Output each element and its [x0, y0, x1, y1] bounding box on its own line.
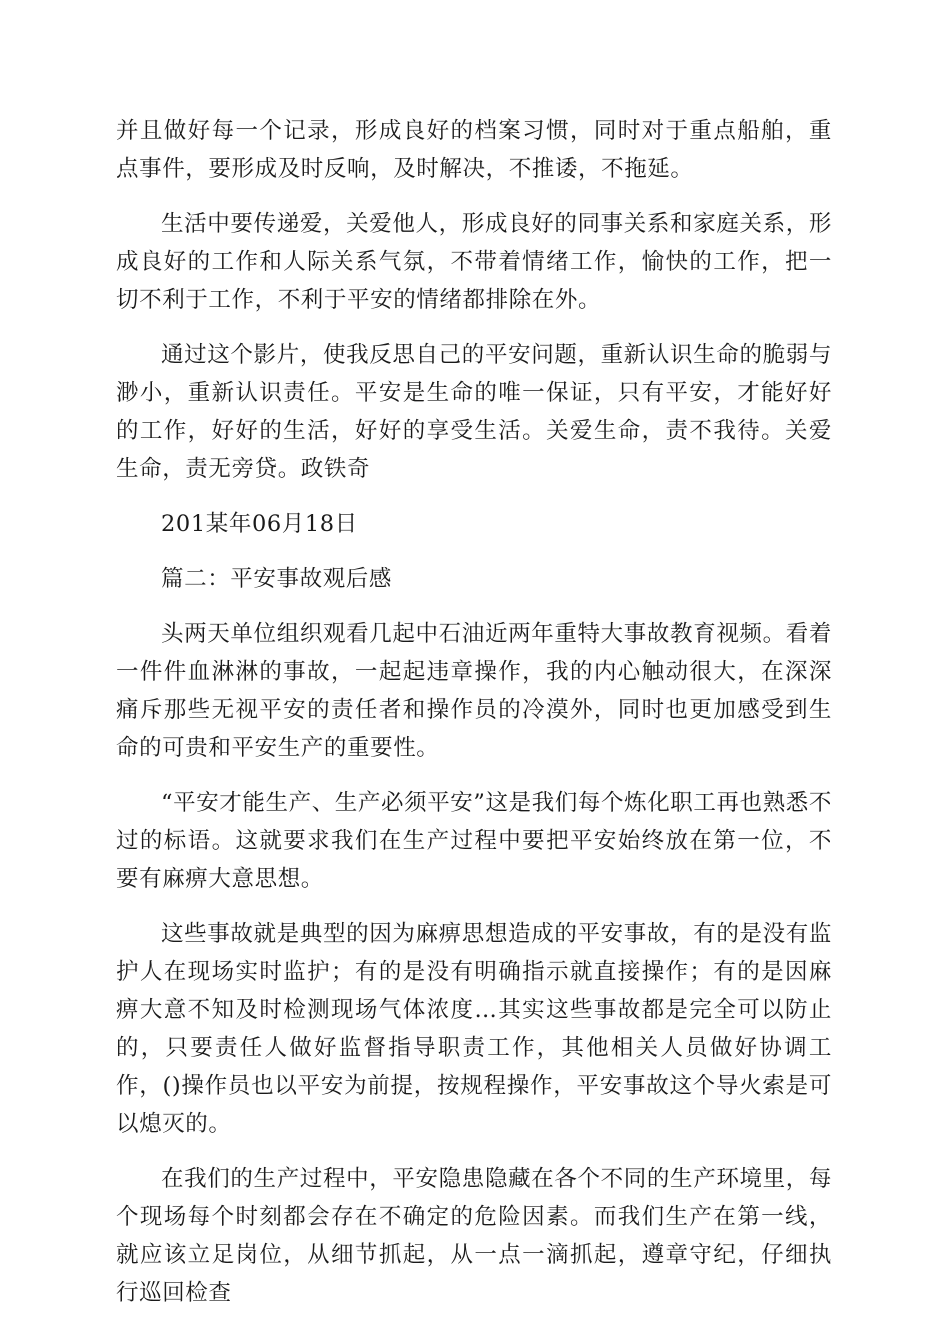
paragraph-continuation: 并且做好每一个记录，形成良好的档案习惯，同时对于重点船舶，重点事件，要形成及时反响，及时解决，不推诿，不拖延。: [116, 118, 832, 182]
paragraph-reflection: 通过这个影片，使我反思自己的平安问题，重新认识生命的脆弱与渺小，重新认识责任。平安是生命的唯一保证，只有平安，才能好好的工作，好好的生活，好好的享受生活。关爱生命，责不我待。关爱生命，责无旁贷。政铁奇: [116, 342, 832, 482]
document-body: [116, 112, 832, 1329]
date-line: 201某年06月18日: [161, 511, 358, 537]
paragraph-life: 生活中要传递爱，关爱他人，形成良好的同事关系和家庭关系，形成良好的工作和人际关系气氛，不带着情绪工作，愉快的工作，把一切不利于工作，不利于平安的情绪都排除在外。: [116, 211, 832, 313]
paragraph-production: 在我们的生产过程中，平安隐患隐藏在各个不同的生产环境里，每个现场每个时刻都会存在不确定的危险因素。而我们生产在第一线，就应该立足岗位，从细节抓起，从一点一滴抓起，遵章守纪，仔细执行巡回检查: [116, 1166, 832, 1306]
paragraph-slogan: “平安才能生产、生产必须平安”这是我们每个炼化职工再也熟悉不过的标语。这就要求我们在生产过程中要把平安始终放在第一位，不要有麻痹大意思想。: [116, 790, 833, 892]
section-heading: 篇二：平安事故观后感: [161, 566, 393, 592]
paragraph-intro: 头两天单位组织观看几起中石油近两年重特大事故教育视频。看着一件件血淋淋的事故，一起起违章操作，我的内心触动很大，在深深痛斥那些无视平安的责任者和操作员的冷漠外，同时也更加感受到生命的可贵和平安生产的重要性。: [116, 621, 832, 761]
paragraph-accidents: 这些事故就是典型的因为麻痹思想造成的平安事故，有的是没有监护人在现场实时监护；有的是没有明确指示就直接操作；有的是因麻痹大意不知及时检测现场气体浓度…其实这些事故都是完全可以防止的，只要责任人做好监督指导职责工作，其他相关人员做好协调工作，()操作员也以平安为前提，按规程操作，平安事故这个导火索是可以熄灭的。: [116, 921, 832, 1137]
